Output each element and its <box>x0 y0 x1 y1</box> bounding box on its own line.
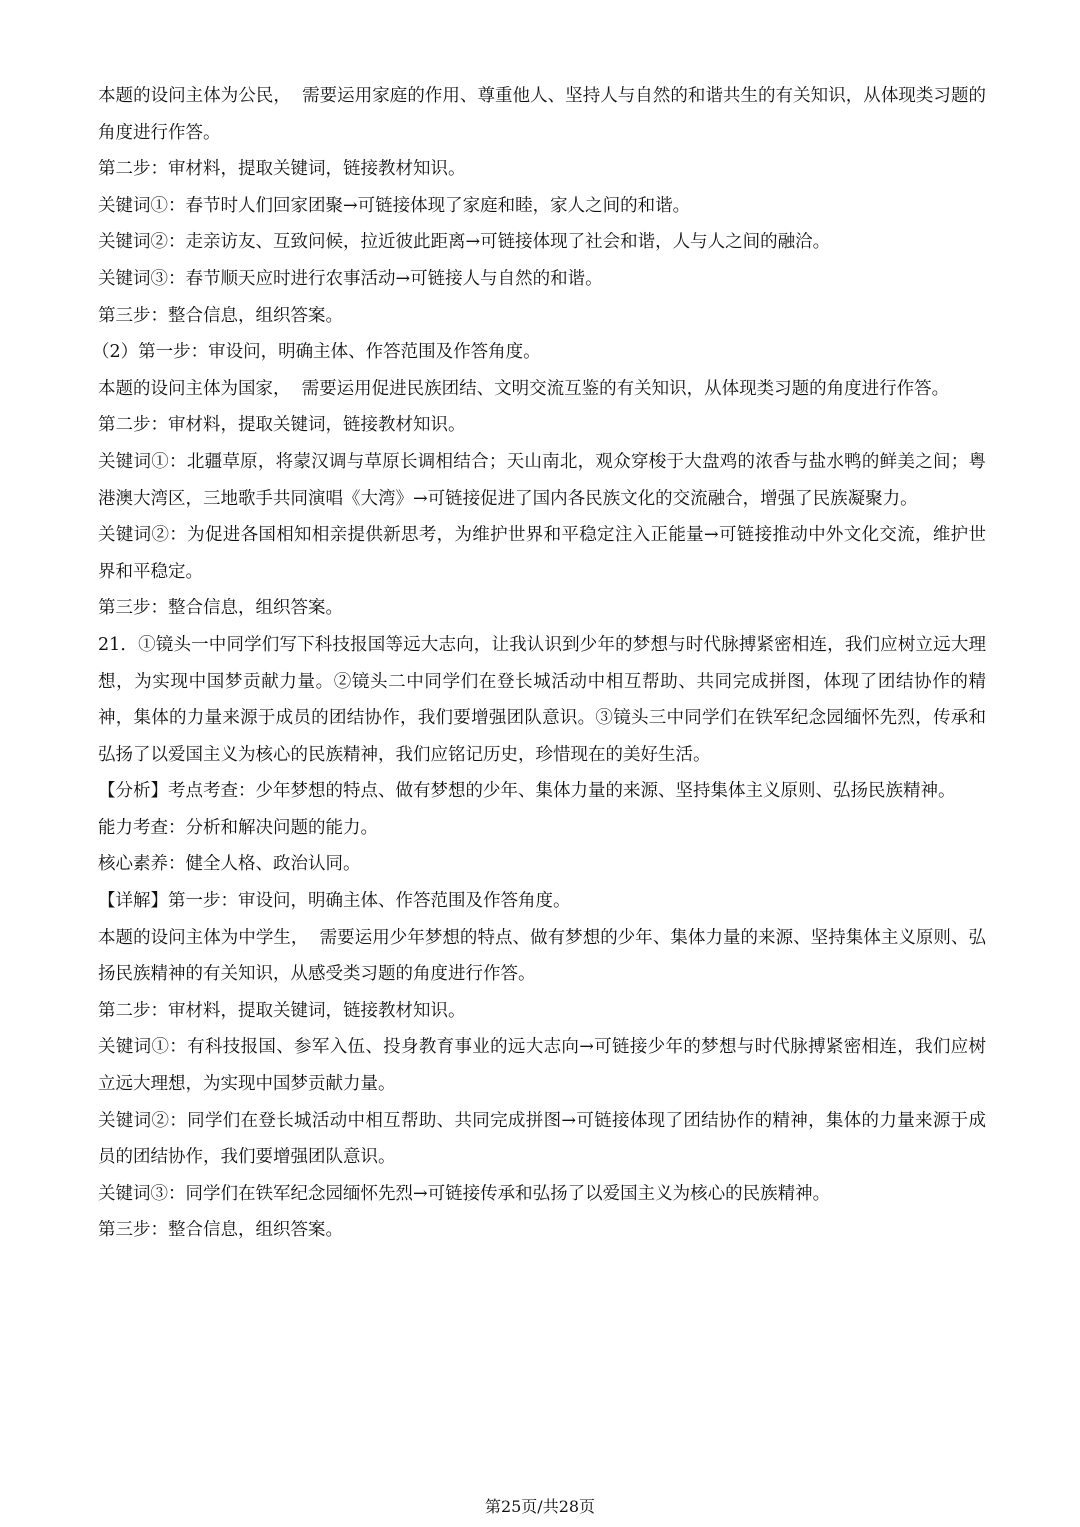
paragraph: 关键词②：同学们在登长城活动中相互帮助、共同完成拼图→可链接体现了团结协作的精神，集体的力量来源于成员的团结协作，我们要增强团队意识。 <box>98 1110 986 1168</box>
paragraph: 关键词①：有科技报国、参军入伍、投身教育事业的远大志向→可链接少年的梦想与时代脉搏紧密相连，我们应树立远大理想，为实现中国梦贡献力量。 <box>98 1037 986 1095</box>
paragraph: 关键词①：北疆草原，将蒙汉调与草原长调相结合；天山南北，观众穿梭于大盘鸡的浓香与盐水鸭的鲜美之间；粤港澳大湾区，三地歌手共同演唱《大湾》→可链接促进了国内各民族文化的交流融合，增强了民族凝聚力。 <box>98 451 986 509</box>
paragraph: 关键词②：为促进各国相知相亲提供新思考，为维护世界和平稳定注入正能量→可链接推动中外文化交流，维护世界和平稳定。 <box>98 525 986 582</box>
detail-paragraph: 【详解】第一步：审设问，明确主体、作答范围及作答角度。 <box>98 891 571 912</box>
paragraph: 第二步：审材料，提取关键词，链接教材知识。 <box>98 1000 466 1021</box>
paragraph: 能力考查：分析和解决问题的能力。 <box>98 817 378 838</box>
paragraph: 本题的设问主体为公民， 需要运用家庭的作用、尊重他人、坚持人与自然的和谐共生的有关知识，从体现类习题的角度进行作答。 <box>98 86 986 143</box>
paragraph: 本题的设问主体为国家， 需要运用促进民族团结、文明交流互鉴的有关知识，从体现类习题的角度进行作答。 <box>98 378 950 399</box>
page-number-footer: 第25页/共28页 <box>484 1497 596 1516</box>
analysis-paragraph: 【分析】考点考查：少年梦想的特点、做有梦想的少年、集体力量的来源、坚持集体主义原则、弘扬民族精神。 <box>98 781 956 802</box>
paragraph: 关键词①：春节时人们回家团聚→可链接体现了家庭和睦，家人之间的和谐。 <box>98 195 691 216</box>
paragraph: 第三步：整合信息，组织答案。 <box>98 598 343 619</box>
paragraph: 第二步：审材料，提取关键词，链接教材知识。 <box>98 159 466 180</box>
paragraph: 核心素养：健全人格、政治认同。 <box>98 854 361 875</box>
paragraph: 第二步：审材料，提取关键词，链接教材知识。 <box>98 415 466 436</box>
document-body <box>92 78 986 1249</box>
paragraph: 本题的设问主体为中学生， 需要运用少年梦想的特点、做有梦想的少年、集体力量的来源、坚持集体主义原则、弘扬民族精神的有关知识，从感受类习题的角度进行作答。 <box>98 927 986 985</box>
paragraph: 关键词③：同学们在铁军纪念园缅怀先烈→可链接传承和弘扬了以爱国主义为核心的民族精神。 <box>98 1183 831 1204</box>
paragraph: 第三步：整合信息，组织答案。 <box>98 1220 343 1241</box>
question-answer: 21．①镜头一中同学们写下科技报国等远大志向，让我认识到少年的梦想与时代脉搏紧密相连，我们应树立远大理想，为实现中国梦贡献力量。②镜头二中同学们在登长城活动中相互帮助、共同完成拼图，体现了团结协作的精神，集体的力量来源于成员的团结协作，我们要增强团队意识。③镜头三中同学们在铁军纪念园缅怀先烈，传承和弘扬了以爱国主义为核心的民族精神，我们应铭记历史，珍惜现在的美好生活。 <box>98 634 986 765</box>
paragraph: （2）第一步：审设问，明确主体、作答范围及作答角度。 <box>92 342 541 363</box>
paragraph: 关键词③：春节顺天应时进行农事活动→可链接人与自然的和谐。 <box>98 268 603 289</box>
paragraph: 关键词②：走亲访友、互致问候，拉近彼此距离→可链接体现了社会和谐，人与人之间的融洽。 <box>98 232 831 253</box>
paragraph: 第三步：整合信息，组织答案。 <box>98 305 343 326</box>
